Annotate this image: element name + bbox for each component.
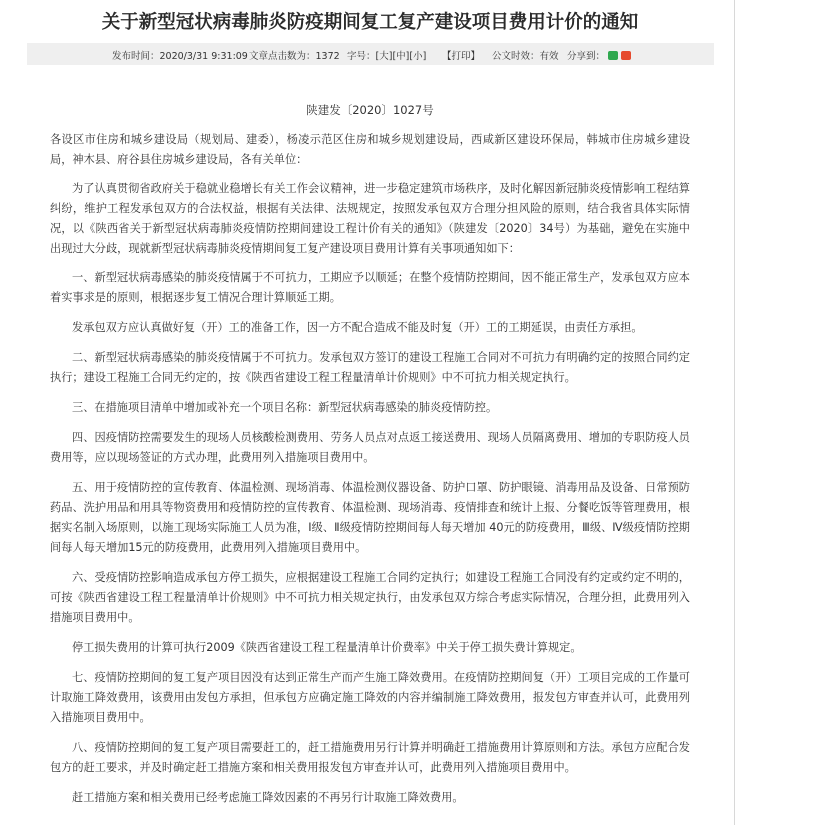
body-paragraph: 八、疫情防控期间的复工复产项目需要赶工的，赶工措施费用另行计算并明确赶工措施费用计算原则和方法。承包方应配合发包方的赶工要求，并及时确定赶工措施方案和相关费用报发包方审查并认可，此费用列入措施项目费用中。: [50, 741, 690, 774]
share-group: [567, 48, 631, 62]
document-number: 陕建发〔2020〕1027号: [306, 103, 434, 117]
article-info-bar: [27, 43, 714, 65]
body-paragraph: 七、疫情防控期间的复工复产项目因没有达到正常生产而产生施工降效费用。在疫情防控期间复（开）工项目完成的工作量可计取施工降效费用，该费用由发包方承担，但承包方应确定施工降效的内容并编制施工降效费用，报发包方审查并认可，此费用列入措施项目费用中。: [50, 671, 690, 724]
font-size-label: 字号：: [347, 51, 376, 62]
article-body: [50, 130, 690, 818]
weibo-icon[interactable]: [621, 51, 631, 60]
font-size-medium-button[interactable]: [中]: [392, 51, 410, 62]
page-right-border: [734, 0, 735, 825]
body-paragraph: 六、受疫情防控影响造成承包方停工损失，应根据建设工程施工合同约定执行；如建设工程施工合同没有约定或约定不明的，可按《陕西省建设工程工程量清单计价规则》中不可抗力相关规定执行，由发承包双方综合考虑实际情况，合理分担，此费用列入措施项目费用中。: [50, 571, 690, 624]
body-paragraph: 赶工措施方案和相关费用已经考虑施工降效因素的不再另行计取施工降效费用。: [72, 791, 464, 804]
body-paragraph: 为了认真贯彻省政府关于稳就业稳增长有关工作会议精神，进一步稳定建筑市场秩序，及时化解因新冠肺炎疫情影响工程结算纠纷，维护工程发承包双方的合法权益，根据有关法律、法规规定，按照发承包双方合理分担风险的原则，结合我省具体实际情况，以《陕西省关于新型冠状病毒肺炎疫情防控期间建设工程计价有关的通知》（陕建发〔2020〕34号）为基础，避免在实施中出现过大分歧，现就新型冠状病毒肺炎疫情期间复工复产建设项目费用计算有关事项通知如下：: [50, 182, 690, 255]
article-title: 关于新型冠状病毒肺炎防疫期间复工复产建设项目费用计价的通知: [101, 12, 639, 33]
wechat-icon[interactable]: [608, 51, 618, 60]
click-count: 文章点击数为：1372: [249, 51, 340, 62]
body-paragraph: 发承包双方应认真做好复（开）工的准备工作，因一方不配合造成不能及时复（开）工的工期延误，由责任方承担。: [72, 321, 643, 334]
body-paragraph: 停工损失费用的计算可执行2009《陕西省建设工程工程量清单计价费率》中关于停工损失费计算规定。: [72, 641, 582, 654]
body-paragraph: 二、新型冠状病毒感染的肺炎疫情属于不可抗力。发承包双方签订的建设工程施工合同对不可抗力有明确约定的按照合同约定执行；建设工程施工合同无约定的，按《陕西省建设工程工程量清单计价规则》中不可抗力相关规定执行。: [50, 351, 690, 384]
body-paragraph: 一、新型冠状病毒感染的肺炎疫情属于不可抗力，工期应予以顺延；在整个疫情防控期间，因不能正常生产，发承包双方应本着实事求是的原则，根据逐步复工情况合理计算顺延工期。: [50, 271, 690, 304]
body-paragraph: 三、在措施项目清单中增加或补充一个项目名称：新型冠状病毒感染的肺炎疫情防控。: [72, 401, 498, 414]
addressee-paragraph: 各设区市住房和城乡建设局（规划局、建委），杨凌示范区住房和城乡规划建设局，西咸新区建设环保局，韩城市住房城乡建设局，神木县、府谷县住房城乡建设局，各有关单位：: [50, 133, 690, 166]
body-paragraph: 五、用于疫情防控的宣传教育、体温检测、现场消毒、体温检测仪器设备、防护口罩、防护眼镜、消毒用品及设备、日常预防药品、洗护用品和用具等物资费用和疫情防控的宣传教育、体温检测、现场消毒、疫情排查和统计上报、分餐吃饭等管理费用，根据实名制入场原则，以施工现场实际施工人员为准，Ⅰ级、Ⅱ级疫情防控期间每人每天增加 40元的防疫费用，Ⅲ级、Ⅳ级疫情防控期间每人每天增加15元的防疫费用，此费用列入措施项目费用中。: [50, 481, 690, 554]
publish-time: 发布时间：2020/3/31 9:31:09: [112, 51, 248, 62]
font-size-large-button[interactable]: [大]: [375, 51, 393, 62]
font-size-control: [347, 48, 426, 62]
print-button[interactable]: 【打印】: [442, 51, 481, 62]
body-paragraph: 四、因疫情防控需要发生的现场人员核酸检测费用、劳务人员点对点返工接送费用、现场人员隔离费用、增加的专职防疫人员费用等，应以现场签证的方式办理，此费用列入措施项目费用中。: [50, 431, 690, 464]
share-label: 分享到：: [567, 51, 606, 62]
font-size-small-button[interactable]: [小]: [409, 51, 427, 62]
validity-status: 公文时效：有效: [492, 51, 559, 62]
